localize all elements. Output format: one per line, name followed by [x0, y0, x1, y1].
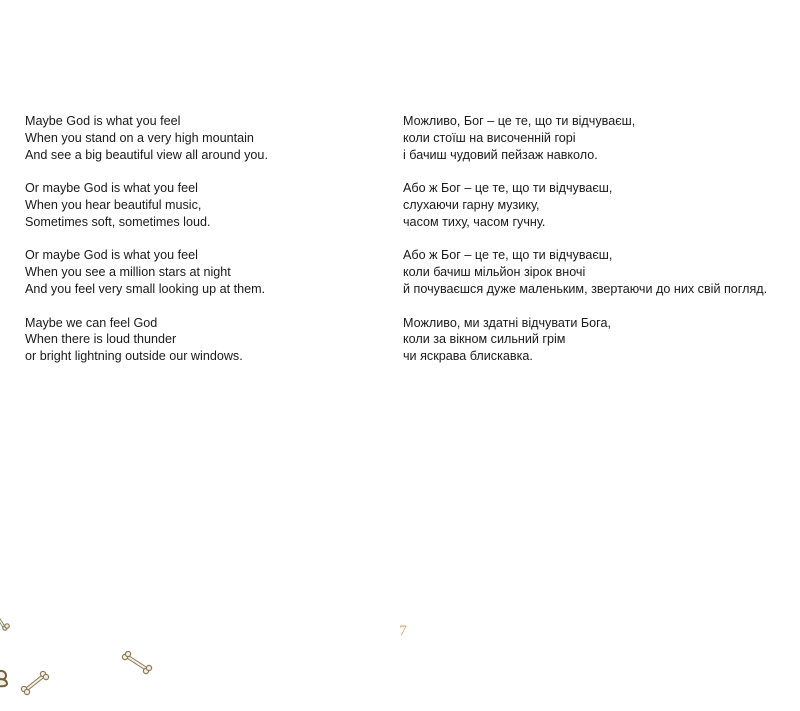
text-line: When you see a million stars at night	[25, 265, 231, 280]
text-line: Можливо, Бог – це те, що ти відчуваєш,	[403, 114, 636, 128]
ukrainian-text-column	[403, 113, 798, 382]
english-stanza-2	[25, 180, 385, 230]
text-line: Sometimes soft, sometimes loud.	[25, 214, 211, 229]
text-line: і бачиш чудовий пейзаж навколо.	[403, 147, 598, 162]
text-line: чи яскрава блискавка.	[403, 349, 533, 364]
text-line: Або ж Бог – це те, що ти відчуваєш,	[403, 181, 613, 196]
text-line: часом тиху, часом гучну.	[403, 214, 546, 229]
english-stanza-4	[25, 315, 385, 365]
english-stanza-1	[25, 113, 385, 163]
text-line: Можливо, ми здатні відчувати Бога,	[403, 315, 611, 330]
ukrainian-stanza-2	[403, 180, 798, 230]
ukrainian-stanza-4	[403, 315, 798, 365]
text-line: or bright lightning outside our windows.	[25, 349, 243, 364]
text-line: When you stand on a very high mountain	[25, 130, 254, 145]
bone-icon	[121, 651, 153, 675]
english-stanza-3	[25, 247, 385, 297]
english-text-column	[25, 113, 385, 382]
text-line: Or maybe God is what you feel	[25, 181, 198, 196]
text-line: коли за вікном сильний грім	[403, 332, 566, 347]
page-number: 7	[399, 623, 407, 639]
bone-icon	[20, 670, 50, 696]
text-line: Maybe we can feel God	[25, 315, 158, 330]
text-line: коли стоїш на височенній горі	[403, 130, 576, 145]
text-line: слухаючи гарну музику,	[403, 197, 540, 212]
text-line: Or maybe God is what you feel	[25, 248, 198, 263]
text-line: й почуваєшся дуже маленьким, звертаючи до них свій погляд.	[403, 281, 768, 296]
bone-icon	[0, 612, 10, 632]
text-line: When there is loud thunder	[25, 332, 177, 347]
text-line: And you feel very small looking up at them.	[25, 281, 266, 296]
text-line: коли бачиш мільйон зірок вночі	[403, 265, 586, 280]
ukrainian-stanza-3	[403, 247, 798, 297]
text-line: Або ж Бог – це те, що ти відчуваєш,	[403, 248, 613, 263]
paw-icon	[0, 668, 12, 688]
text-line: When you hear beautiful music,	[25, 197, 202, 212]
text-line: Maybe God is what you feel	[25, 114, 181, 128]
text-line: And see a big beautiful view all around you.	[25, 147, 268, 162]
ukrainian-stanza-1	[403, 113, 798, 163]
